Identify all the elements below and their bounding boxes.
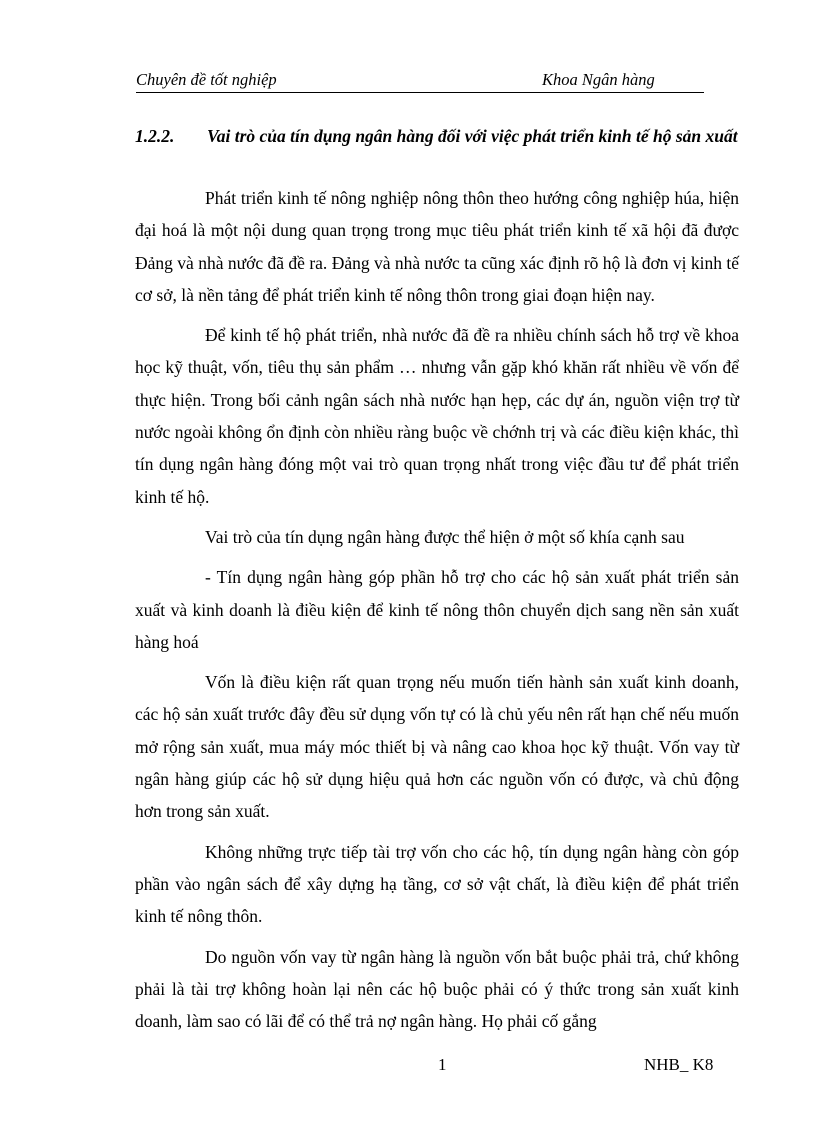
body-text xyxy=(135,182,739,1045)
footer-code: NHB_ K8 xyxy=(644,1055,714,1074)
paragraph: Vai trò của tín dụng ngân hàng được thể hiện ở một số khía cạnh sau xyxy=(205,526,685,547)
section-number: 1.2.2. xyxy=(135,126,175,146)
paragraph: Không những trực tiếp tài trợ vốn cho các hộ, tín dụng ngân hàng còn góp phần vào ngân sách để xây dựng hạ tầng, cơ sở vật chất, là điều kiện để phát triển kinh tế nông thôn. xyxy=(135,841,739,927)
paragraph: Do nguồn vốn vay từ ngân hàng là nguồn vốn bắt buộc phải trả, chứ không phải là tài trợ không hoàn lại nên các hộ buộc phải có ý thức trong sản xuất kinh doanh, làm sao có lãi để có thể trả nợ ngân hàng. Họ phải cố gắng xyxy=(135,946,739,1032)
paragraph: - Tín dụng ngân hàng góp phần hỗ trợ cho các hộ sản xuất phát triển sản xuất và kinh doanh là điều kiện để kinh tế nông thôn chuyển dịch sang nền sản xuất hàng hoá xyxy=(135,567,739,652)
header-faculty-label: Khoa Ngân hàng xyxy=(542,70,655,89)
section-heading xyxy=(135,120,745,152)
paragraph: Phát triển kinh tế nông nghiệp nông thôn theo hướng công nghiệp húa, hiện đại hoá là một nội dung quan trọng trong mục tiêu phát triển kinh tế xã hội đã được Đảng và nhà nước đã đề ra. Đảng và nhà nước ta cũng xác định rõ hộ là đơn vị kinh tế cơ sở, là nền tảng để phát triển kinh tế nông thôn trong giai đoạn hiện nay. xyxy=(135,188,739,305)
paragraph: Vốn là điều kiện rất quan trọng nếu muốn tiến hành sản xuất kinh doanh, các hộ sản xuất trước đây đều sử dụng vốn tự có là chủ yếu nên rất hạn chế nếu muốn mở rộng sản xuất, mua máy móc thiết bị và nâng cao khoa học kỹ thuật. Vốn vay từ ngân hàng giúp các hộ sử dụng hiệu quả hơn các nguồn vốn có được, và chủ động hơn trong sản xuất. xyxy=(135,672,739,822)
page-header xyxy=(136,70,704,93)
section-title: Vai trò của tín dụng ngân hàng đối với việc phát triển kinh tế hộ sản xuất xyxy=(207,126,738,146)
header-thesis-label: Chuyên đề tốt nghiệp xyxy=(136,70,277,89)
paragraph: Để kinh tế hộ phát triển, nhà nước đã đề ra nhiều chính sách hỗ trợ về khoa học kỹ thuật, vốn, tiêu thụ sản phẩm … nhưng vẫn gặp khó khăn rất nhiều về vốn để thực hiện. Trong bối cảnh ngân sách nhà nước hạn hẹp, các dự án, nguồn viện trợ từ nước ngoài không ổn định còn nhiều ràng buộc về chớnh trị và các điều kiện khác, thì tín dụng ngân hàng đóng một vai trò quan trọng nhất trong việc đầu tư để phát triển kinh tế hộ. xyxy=(135,325,739,507)
page-number: 1 xyxy=(438,1055,447,1074)
page-footer xyxy=(136,1055,736,1079)
